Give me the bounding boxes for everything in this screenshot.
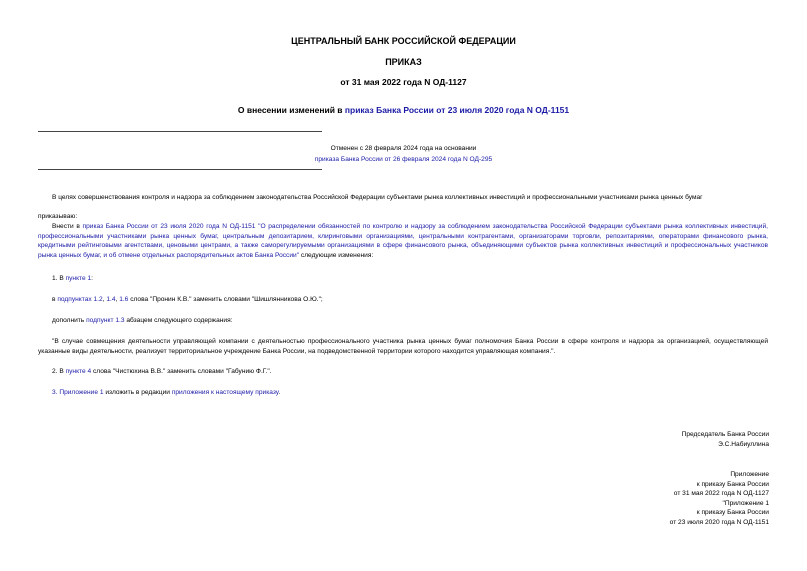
issuer-heading: ЦЕНТРАЛЬНЫЙ БАНК РОССИЙСКОЙ ФЕДЕРАЦИИ: [291, 36, 516, 46]
item-2: [38, 367, 768, 377]
divider-top: [38, 131, 322, 132]
item-1-sub-1: [38, 295, 768, 305]
item-1-sub-2: [38, 316, 768, 326]
subpoint-1-2-link[interactable]: подпунктах 1.2: [57, 296, 103, 303]
sub-1-sep-2: ,: [115, 296, 120, 303]
document-type-heading: ПРИКАЗ: [385, 57, 422, 67]
appendix-header: [670, 470, 769, 528]
cancel-note-line2: [0, 156, 807, 163]
item-2-suffix: слова "Чистюхина В.В." заменить словами "Габунию Ф.Г.".: [91, 368, 272, 375]
item-1-suffix: :: [91, 275, 93, 282]
point-1-link[interactable]: пункте 1: [65, 275, 92, 282]
subpoint-1-6-link[interactable]: 1.6: [119, 296, 129, 303]
appendix-line-5: к приказу Банка России: [696, 509, 769, 517]
sub-2-prefix: дополнить: [52, 317, 87, 324]
subpoint-1-4-link[interactable]: 1.4: [106, 296, 116, 303]
item-3-end: .: [278, 389, 281, 396]
amendment-paragraph: [38, 222, 768, 260]
sub-2-suffix: абзацем следующего содержания:: [124, 317, 233, 324]
intro-paragraph: В целях совершенствования контроля и надзора за соблюдением законодательства Российской Федерации субъектами рынка коллективных инвестиций и профессиональными участниками рынка ценных бумаг: [52, 194, 703, 201]
order-verb: приказываю:: [38, 213, 78, 220]
signatory-name: Э.С.Набиуллина: [718, 440, 769, 448]
item-1-prefix: 1. В: [52, 275, 66, 282]
signatory-position: Председатель Банка России: [681, 431, 769, 438]
appendix-line-1: Приложение: [730, 471, 769, 478]
amendment-suffix: следующие изменения:: [299, 251, 374, 259]
quoted-paragraph: "В случае совмещения деятельности управляющей компании с деятельностью профессионального участника рынка ценных бумаг полномочия Банка России в сфере контроля и надзора за организацией, осуществляющей указанные виды деятельности, реализует территориальное учреждение Банка России, на подведомственной территории которого находится управляющая компания.".: [38, 338, 768, 355]
appendix-line-4: "Приложение 1: [722, 499, 769, 507]
cancel-note-line1: Отменен с 28 февраля 2024 года на основании: [330, 145, 477, 152]
subpoint-1-3-link[interactable]: подпункт 1.3: [86, 317, 125, 324]
item-3: [38, 388, 768, 398]
item-1: [38, 274, 768, 284]
sub-1-prefix: в: [52, 296, 58, 303]
appendix-line-3: от 31 мая 2022 года N ОД-1127: [673, 490, 769, 498]
appendix-1-link[interactable]: 3. Приложение 1: [52, 389, 104, 396]
appendix-line-2: к приказу Банка России: [696, 480, 769, 488]
document-date-number: от 31 мая 2022 года N ОД-1127: [340, 77, 467, 87]
divider-bottom: [38, 169, 322, 170]
sub-1-sep-1: ,: [102, 296, 107, 303]
point-4-link[interactable]: пункте 4: [65, 368, 92, 375]
document-title: [0, 105, 807, 115]
signature-block: [682, 430, 769, 449]
order-1151-full-title-link[interactable]: приказ Банка России от 23 июля 2020 года N ОД-1151 "О распределении обязанностей по контролю и надзору за соблюдением законодательства Российской Федерации субъектами рынка коллективных инвестиций, профессиональными участниками рынка ценных бумаг, центральным депозитарием, клиринговыми организациями, центральными контрагентами, организаторами торговли, репозитариями, операторами финансового рынка, кредитными рейтинговыми агентствами, ценовыми центрами, а также саморегулируемыми организациями в сфере финансового рынка, объединяющими субъектов рынка коллективных инвестиций и профессиональных участников рынка ценных бумаг, и об отмене отдельных распорядительных актов Банка России": [38, 223, 769, 259]
amended-order-link[interactable]: приказ Банка России от 23 июля 2020 года N ОД-1151: [344, 105, 570, 115]
cancelling-order-link[interactable]: приказа Банка России от 26 февраля 2024 года N ОД-295: [314, 156, 493, 163]
title-prefix: О внесении изменений в: [237, 105, 345, 115]
appendix-to-order-link[interactable]: приложения к настоящему приказу: [171, 389, 279, 396]
sub-1-suffix: слова "Пронин К.В." заменить словами "Шишлянникова О.Ю.";: [128, 296, 323, 303]
item-3-middle: изложить в редакции: [103, 389, 172, 396]
amendment-prefix: Внести в: [52, 223, 83, 230]
item-2-prefix: 2. В: [52, 368, 66, 375]
appendix-line-6: от 23 июля 2020 года N ОД-1151: [669, 518, 769, 526]
